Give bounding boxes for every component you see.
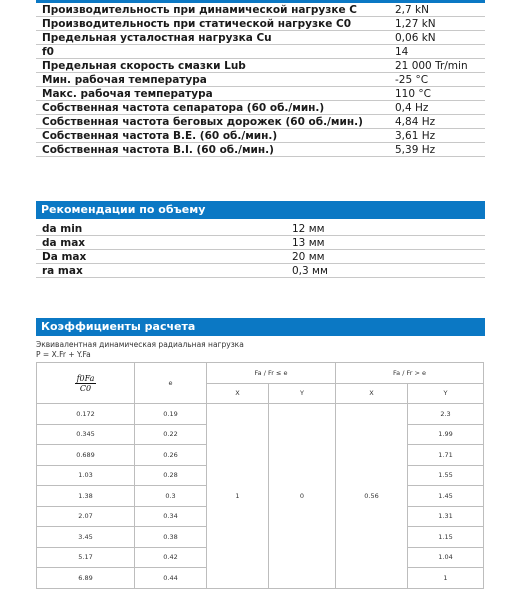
- coefficient-row: [37, 404, 484, 425]
- spec-row: [36, 17, 485, 31]
- ratio-cell: 5.17: [37, 547, 135, 568]
- spec-label: Предельная скорость смазки Lub: [36, 59, 389, 73]
- spec-row: [36, 73, 485, 87]
- recommendations-header: Рекомендации по объему: [36, 201, 485, 219]
- e-cell: 0.22: [135, 424, 207, 445]
- group-le-header: Fa / Fr ≤ e: [207, 363, 336, 384]
- load-formula: P = X.Fr + Y.Fa: [36, 350, 91, 359]
- y2-cell: 1.55: [408, 465, 484, 486]
- ratio-cell: 2.07: [37, 506, 135, 527]
- spec-value: 110 °C: [389, 87, 485, 101]
- y2-cell: 1.04: [408, 547, 484, 568]
- spec-label: Собственная частота B.I. (60 об./мин.): [36, 143, 389, 157]
- ratio-cell: 0.689: [37, 445, 135, 466]
- x1-header: X: [207, 383, 269, 404]
- group-gt-header: Fa / Fr > e: [336, 363, 484, 384]
- e-header: e: [135, 363, 207, 404]
- spec-label: Производительность при статической нагрузке C0: [36, 17, 389, 31]
- e-cell: 0.42: [135, 547, 207, 568]
- spec-label: Собственная частота B.E. (60 об./мин.): [36, 129, 389, 143]
- spec-row: [36, 101, 485, 115]
- spec-value: 1,27 kN: [389, 17, 485, 31]
- spec-value: 5,39 Hz: [389, 143, 485, 157]
- e-cell: 0.34: [135, 506, 207, 527]
- e-cell: 0.26: [135, 445, 207, 466]
- ratio-cell: 6.89: [37, 568, 135, 589]
- recommendation-label: da max: [36, 236, 286, 250]
- recommendation-row: [36, 236, 485, 250]
- spec-value: 3,61 Hz: [389, 129, 485, 143]
- y2-header: Y: [408, 383, 484, 404]
- recommendation-row: [36, 222, 485, 236]
- recommendation-label: da min: [36, 222, 286, 236]
- equivalent-load-title: Эквивалентная динамическая радиальная нагрузка: [36, 340, 244, 349]
- recommendation-label: ra max: [36, 264, 286, 278]
- y2-cell: 1.45: [408, 486, 484, 507]
- spec-value: 2,7 kN: [389, 3, 485, 17]
- spec-row: [36, 129, 485, 143]
- recommendation-row: [36, 250, 485, 264]
- recommendation-value: 0,3 мм: [286, 264, 485, 278]
- y1-cell: 0: [269, 404, 336, 589]
- spec-row: [36, 87, 485, 101]
- spec-label: Макс. рабочая температура: [36, 87, 389, 101]
- x1-cell: 1: [207, 404, 269, 589]
- spec-label: Предельная усталостная нагрузка Cu: [36, 31, 389, 45]
- spec-row: [36, 31, 485, 45]
- spec-row: [36, 45, 485, 59]
- y2-cell: 2.3: [408, 404, 484, 425]
- y2-cell: 1.99: [408, 424, 484, 445]
- recommendation-label: Da max: [36, 250, 286, 264]
- recommendation-row: [36, 264, 485, 278]
- y2-cell: 1.71: [408, 445, 484, 466]
- spec-label: f0: [36, 45, 389, 59]
- e-cell: 0.3: [135, 486, 207, 507]
- spec-label: Производительность при динамической нагрузке C: [36, 3, 389, 17]
- e-cell: 0.28: [135, 465, 207, 486]
- coefficients-table: [36, 362, 484, 589]
- spec-value: 21 000 Tr/min: [389, 59, 485, 73]
- spec-value: 14: [389, 45, 485, 59]
- spec-value: 4,84 Hz: [389, 115, 485, 129]
- spec-label: Мин. рабочая температура: [36, 73, 389, 87]
- x2-cell: 0.56: [336, 404, 408, 589]
- spec-row: [36, 143, 485, 157]
- ratio-fraction: $\frac{f0Fa}{C0}$: [76, 373, 95, 393]
- ratio-header: [37, 363, 135, 404]
- recommendation-value: 12 мм: [286, 222, 485, 236]
- x2-header: X: [336, 383, 408, 404]
- specifications-table: [36, 3, 485, 157]
- spec-row: [36, 3, 485, 17]
- spec-value: -25 °C: [389, 73, 485, 87]
- spec-value: 0,06 kN: [389, 31, 485, 45]
- ratio-cell: 1.03: [37, 465, 135, 486]
- recommendation-value: 20 мм: [286, 250, 485, 264]
- coefficients-header: Коэффициенты расчета: [36, 318, 485, 336]
- ratio-cell: 1.38: [37, 486, 135, 507]
- y2-cell: 1.15: [408, 527, 484, 548]
- recommendations-table: [36, 222, 485, 278]
- e-cell: 0.38: [135, 527, 207, 548]
- recommendation-value: 13 мм: [286, 236, 485, 250]
- spec-row: [36, 115, 485, 129]
- spec-value: 0,4 Hz: [389, 101, 485, 115]
- spec-label: Собственная частота беговых дорожек (60 об./мин.): [36, 115, 389, 129]
- e-cell: 0.19: [135, 404, 207, 425]
- ratio-cell: 0.345: [37, 424, 135, 445]
- y2-cell: 1.31: [408, 506, 484, 527]
- e-cell: 0.44: [135, 568, 207, 589]
- spec-label: Собственная частота сепаратора (60 об./мин.): [36, 101, 389, 115]
- spec-row: [36, 59, 485, 73]
- ratio-cell: 3.45: [37, 527, 135, 548]
- ratio-cell: 0.172: [37, 404, 135, 425]
- y1-header: Y: [269, 383, 336, 404]
- y2-cell: 1: [408, 568, 484, 589]
